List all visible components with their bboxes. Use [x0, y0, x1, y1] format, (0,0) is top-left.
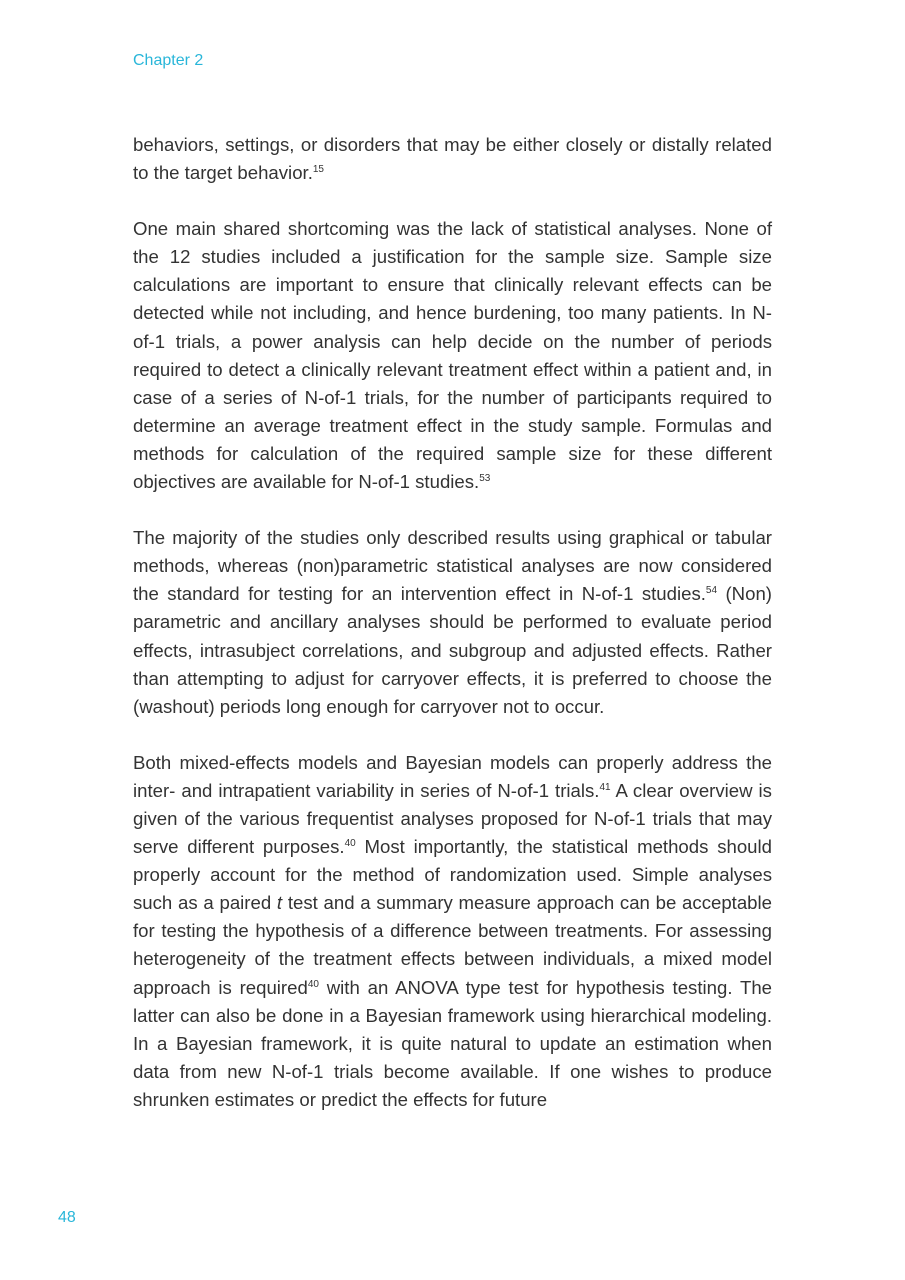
citation-ref: 41 — [599, 781, 611, 793]
paragraph-text: Both mixed-effects models and Bayesian models can properly address the inter- and intrapatient variability in series of N-of-1 trials. — [133, 751, 772, 801]
paragraph-text: Most importantly, the statistical methods should properly account for the method of randomization used. Simple analyses such as a paired — [133, 836, 772, 914]
paragraph-text: One main shared shortcoming was the lack of statistical analyses. None of the 12 studies included a justification for the sample size. Sample size calculations are important to ensure that clinically relevant effects can be detected while not including, and hence burdening, too many patients. In N-of-1 trials, a power analysis can help decide on the number of periods required to detect a clinically relevant treatment effect within a patient and, in case of a series of N-of-1 trials, for the number of participants required to determine an average treatment effect in the study sample. Formulas and methods for calculation of the required sample size for these different objectives are available for N-of-1 studies. — [133, 218, 772, 493]
paragraph-text: test and a summary measure approach can be acceptable for testing the hypothesis of a difference between treatments. For assessing heterogeneity of the treatment effects between individuals, a mixed model approach is required — [133, 892, 772, 998]
paragraph-text: (Non) parametric and ancillary analyses should be performed to evaluate period effects, intrasubject correlations, and subgroup and adjusted effects. Rather than attempting to adjust for carryover effects, it is preferred to choose the (washout) periods long enough for carryover not to occur. — [133, 583, 772, 717]
paragraph-3 — [133, 524, 772, 721]
paragraph-text: behaviors, settings, or disorders that may be either closely or distally related to the target behavior. — [133, 134, 772, 184]
paragraph-4 — [133, 749, 772, 1114]
running-head-chapter: Chapter 2 — [133, 52, 204, 69]
body-text — [133, 131, 772, 1142]
paragraph-text: with an ANOVA type test for hypothesis testing. The latter can also be done in a Bayesian framework using hierarchical modeling. In a Bayesian framework, it is quite natural to update an estimation when data from new N-of-1 trials become available. If one wishes to produce shrunken estimates or predict the effects for future — [133, 976, 773, 1110]
paragraph-2 — [133, 215, 772, 496]
paragraph-text: A clear overview is given of the various frequentist analyses proposed for N-of-1 trials that may serve different purposes. — [133, 779, 772, 858]
paragraph-1 — [133, 131, 772, 187]
citation-ref: 40 — [344, 838, 356, 850]
citation-ref: 40 — [307, 978, 319, 990]
paragraph-text: The majority of the studies only described results using graphical or tabular methods, whereas (non)parametric statistical analyses are now considered the standard for testing for an intervention effect in N-of-1 studies. — [133, 527, 772, 605]
italic-t: t — [276, 892, 283, 914]
citation-ref: 53 — [479, 473, 491, 485]
citation-ref: 54 — [705, 585, 718, 597]
page-number: 48 — [58, 1209, 76, 1226]
citation-ref: 15 — [312, 164, 324, 176]
